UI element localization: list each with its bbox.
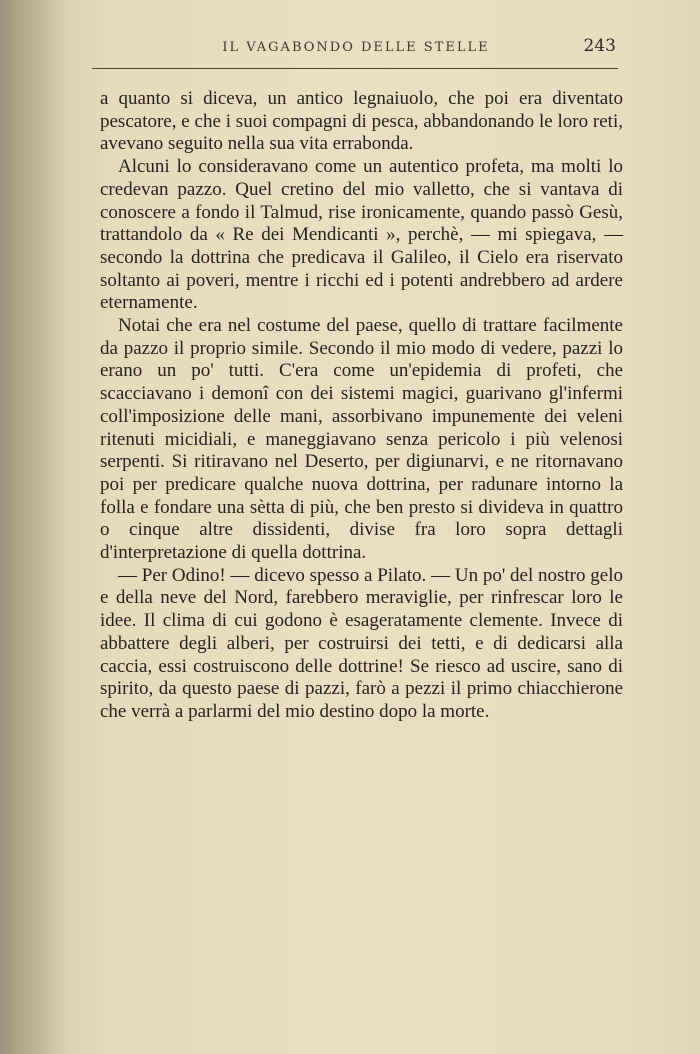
running-title: IL VAGABONDO DELLE STELLE xyxy=(222,40,490,55)
page-header xyxy=(92,36,620,62)
body-text xyxy=(100,88,623,724)
paragraph-4: — Per Odino! — dicevo spesso a Pilato. — Un po' del nostro gelo e della neve del Nord, farebbero meraviglie, per rinfrescar loro le idee. Il clima di cui godono è esageratamente clemente. Invece di abbattere degli alberi, per costruirsi dei tetti, e di dedicarsi alla caccia, essi costruiscono delle dottrine! Se riesco ad uscire, sano di spirito, da questo paese di pazzi, farò a pezzi il primo chiacchierone che verrà a parlarmi del mio destino dopo la morte. xyxy=(100,564,623,722)
spine-shadow xyxy=(0,0,70,1054)
paragraph-1: a quanto si diceva, un antico legnaiuolo, che poi era diventato pescatore, e che i suoi compagni di pesca, abbandonando le loro reti, avevano seguito nella sua vita errabonda. xyxy=(100,88,623,155)
page-number: 243 xyxy=(583,36,616,56)
header-rule xyxy=(92,68,618,69)
paragraph-2: Alcuni lo consideravano come un autentico profeta, ma molti lo credevan pazzo. Quel cretino del mio valletto, che si vantava di conoscere a fondo il Talmud, rise ironicamente, quando passò Gesù, trattandolo da « Re dei Mendicanti », perchè, — mi spiegava, — secondo la dottrina che predicava il Galileo, il Cielo era riservato soltanto ai poveri, mentre i ricchi ed i potenti andrebbero ad ardere eternamente. xyxy=(100,156,623,314)
paragraph-3: Notai che era nel costume del paese, quello di trattare facilmente da pazzo il proprio simile. Secondo il mio modo di vedere, pazzi lo erano un po' tutti. C'era come un'epidemia di profeti, che scacciavano i demonî con dei sistemi magici, guarivano gl'infermi coll'imposizione delle mani, assorbivano impunemente dei veleni ritenuti micidiali, e maneggiavano senza pericolo i più velenosi serpenti. Si ritiravano nel Deserto, per digiunarvi, e ne ritornavano poi per predicare qualche nuova dottrina, per radunare intorno la folla e fondare una sètta di più, che ben presto si divideva in quattro o cinque altre dissidenti, divise fra loro sopra dettagli d'interpretazione di quella dottrina. xyxy=(100,315,623,564)
